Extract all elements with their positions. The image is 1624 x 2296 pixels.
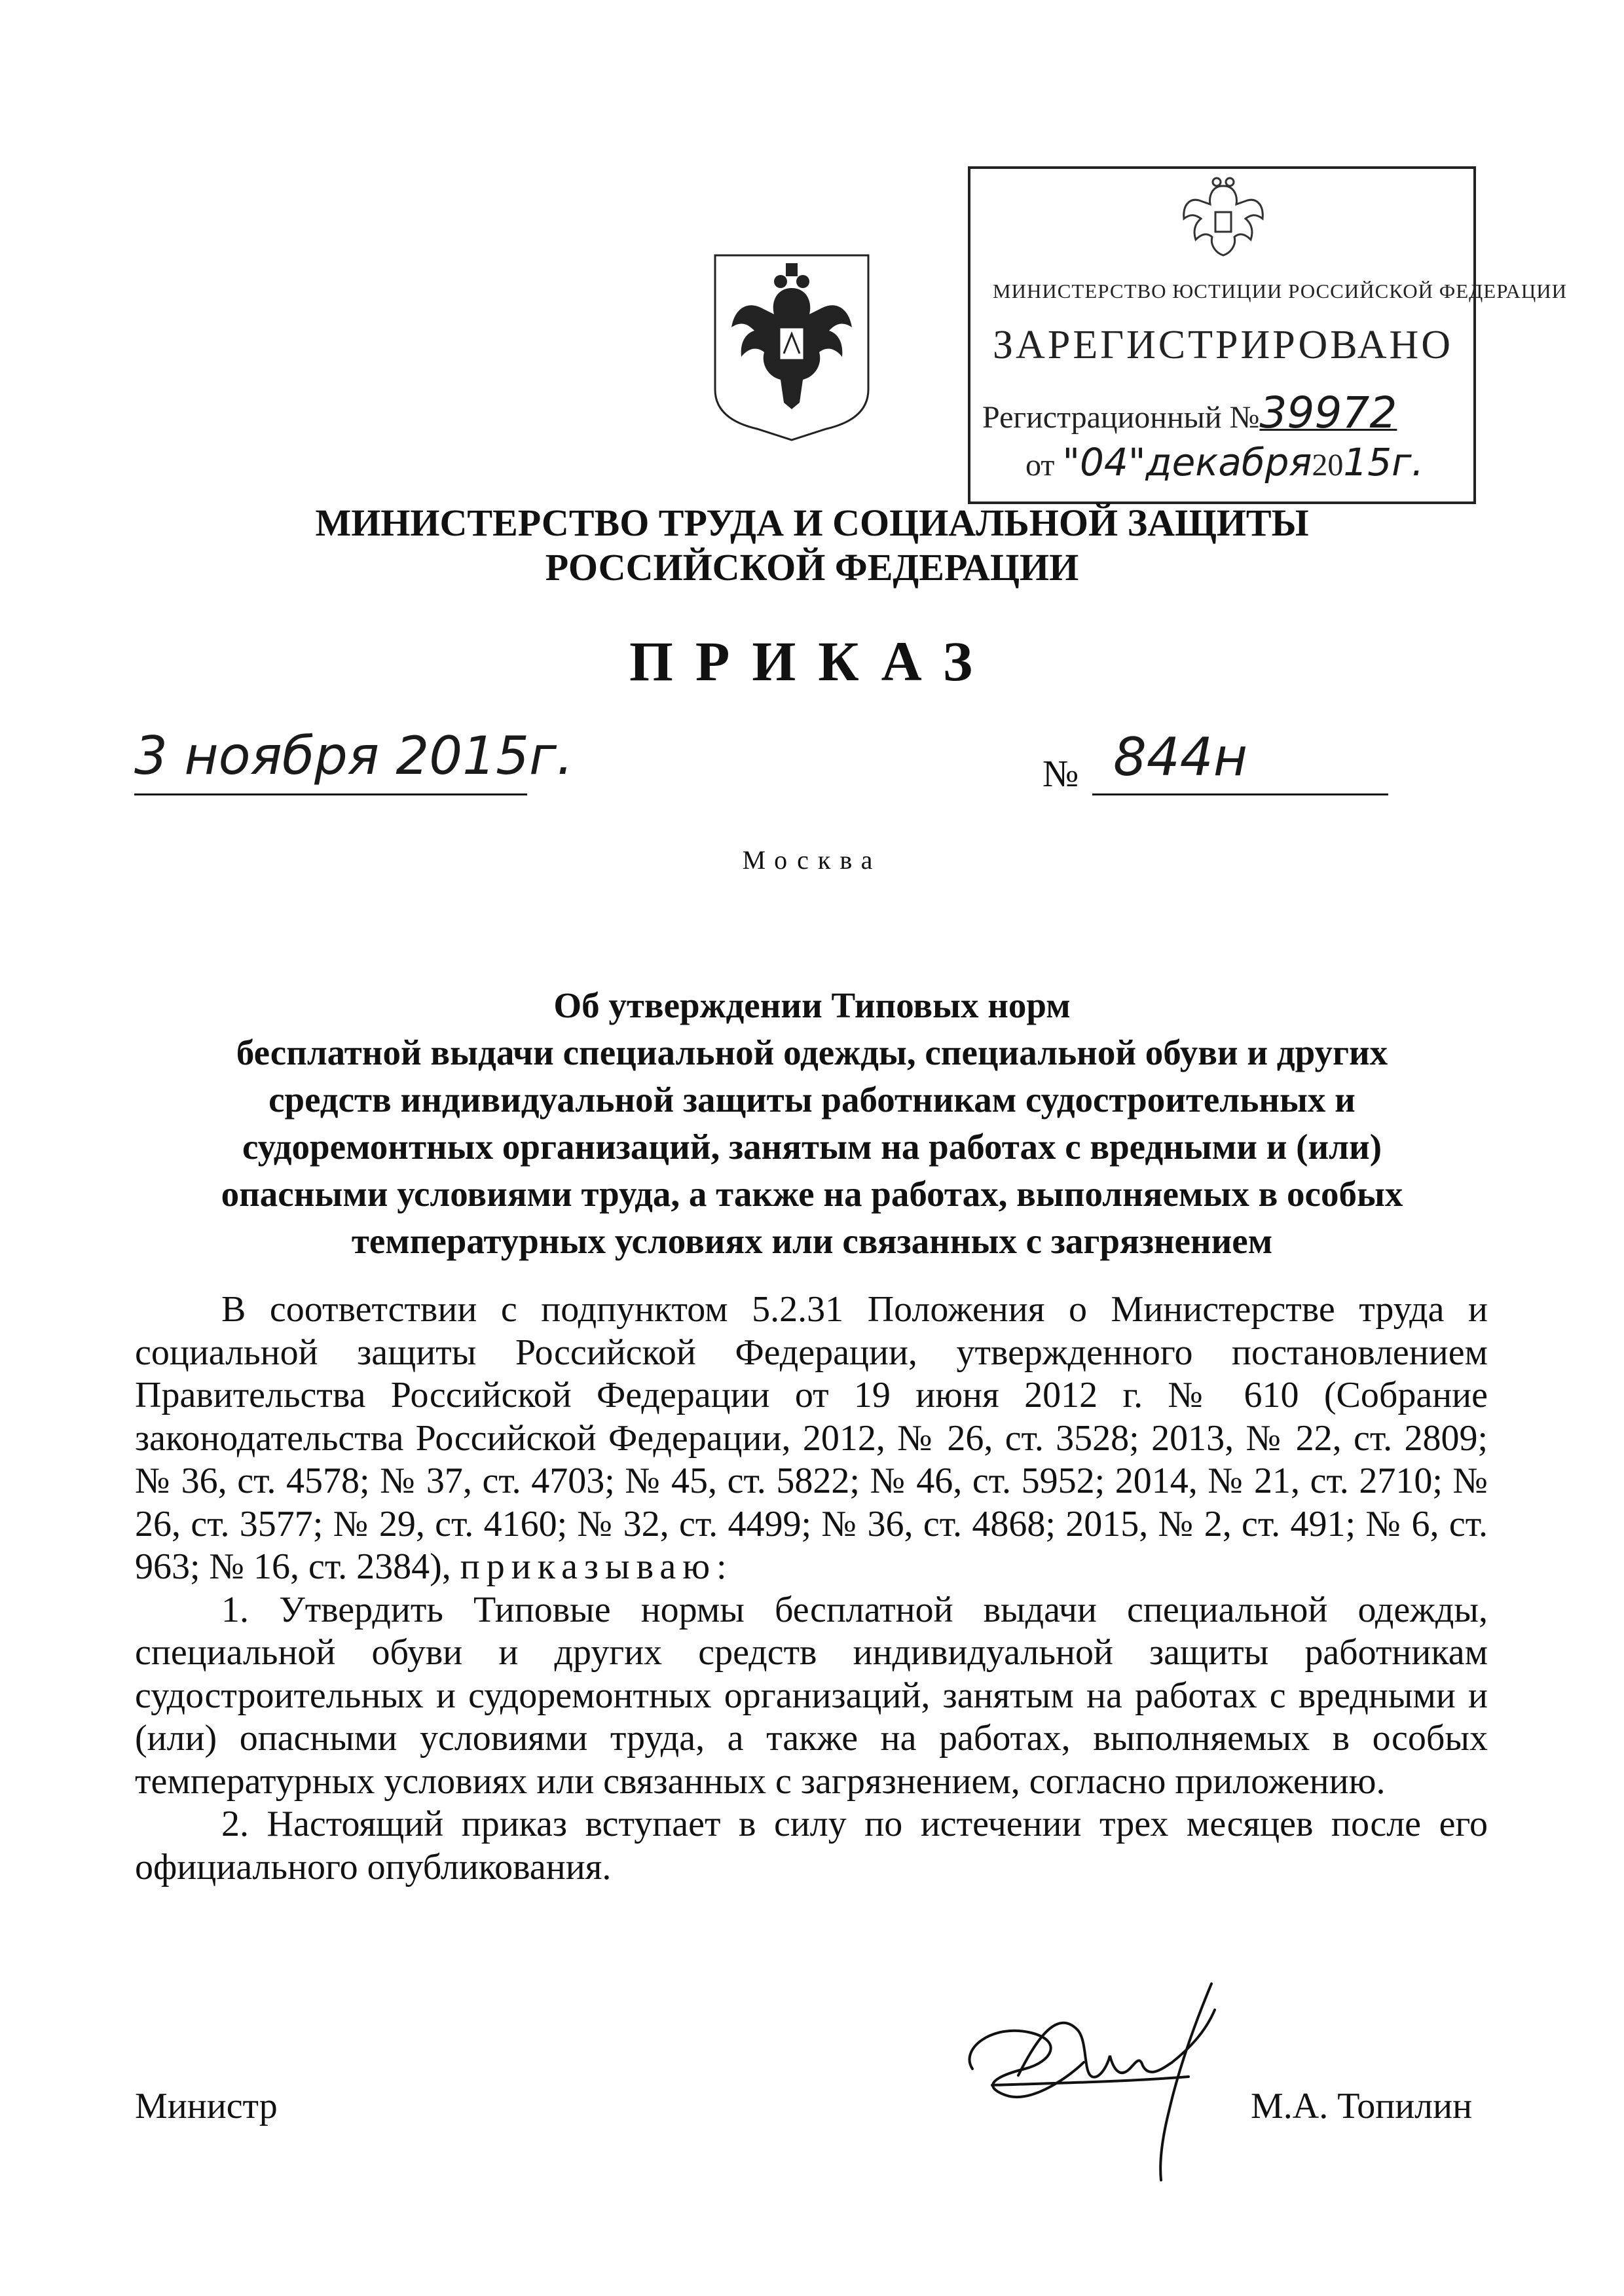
order-date-underline bbox=[134, 793, 527, 795]
stamp-date-year-suffix: 15г. bbox=[1343, 440, 1424, 484]
subject-line: средств индивидуальной защиты работникам судостроительных и bbox=[268, 1080, 1356, 1120]
preamble-text: В соответствии с подпунктом 5.2.31 Положения о Министерстве труда и социальной защиты Российской Федерации, утвержденного постановлением Правительства Российской Федерации от 19 июня 2012 г. № 610 (Собрание законодательства Российской Федерации, 2012, № 26, ст. 3528; 2013, № 22, ст. 2809; № 36, ст. 4578; № 37, ст. 4703; № 45, ст. 5822; № 46, ст. 5952; 2014, № 21, ст. 2710; № 26, ст. 3577; № 29, ст. 4160; № 32, ст. 4499; № 36, ст. 4868; 2015, № 2, ст. 491; № 6, ст. 963; № 16, ст. 2384), bbox=[135, 1289, 1488, 1587]
subject-line: бесплатной выдачи специальной одежды, специальной обуви и других bbox=[236, 1032, 1388, 1072]
order-date: 3 ноября 2015г. bbox=[134, 725, 574, 786]
handwritten-signature bbox=[953, 1971, 1228, 2187]
city-name: Москва bbox=[742, 845, 882, 875]
registration-stamp bbox=[967, 165, 1568, 505]
signer-name: М.А. Топилин bbox=[1251, 2086, 1473, 2126]
ministry-name-line2: РОССИЙСКОЙ ФЕДЕРАЦИИ bbox=[545, 546, 1079, 589]
stamp-registered-text: ЗАРЕГИСТРИРОВАНО bbox=[993, 323, 1454, 367]
stamp-date-prefix: от bbox=[1025, 448, 1055, 483]
order-number-underline bbox=[1092, 793, 1388, 795]
order-number: 844н bbox=[1113, 727, 1247, 788]
signer-position: Министр bbox=[135, 2086, 278, 2126]
order-subject bbox=[131, 982, 1493, 1265]
order-number-label: № bbox=[1043, 752, 1079, 795]
stamp-date-month: декабря bbox=[1145, 440, 1312, 484]
ministry-name-line1: МИНИСТЕРСТВО ТРУДА И СОЦИАЛЬНОЙ ЗАЩИТЫ bbox=[315, 501, 1309, 544]
coat-of-arms-emblem bbox=[709, 249, 875, 445]
order-item-2: 2. Настоящий приказ вступает в силу по истечении трех месяцев после его официального опубликования. bbox=[135, 1804, 1488, 1887]
subject-line: судоремонтных организаций, занятым на работах с вредными и (или) bbox=[242, 1127, 1382, 1167]
stamp-date-line bbox=[1025, 440, 1424, 484]
stamp-date-day: "04" bbox=[1062, 440, 1146, 484]
stamp-emblem-icon bbox=[1176, 173, 1271, 271]
stamp-registration-line bbox=[982, 388, 1397, 438]
stamp-ministry-text: МИНИСТЕРСТВО ЮСТИЦИИ РОССИЙСКОЙ ФЕДЕРАЦИИ bbox=[993, 280, 1568, 302]
order-body bbox=[135, 1288, 1488, 1889]
stamp-registration-label: Регистрационный № bbox=[982, 400, 1260, 435]
stamp-date-year-prefix: 20 bbox=[1312, 448, 1344, 483]
order-item-1: 1. Утвердить Типовые нормы бесплатной выдачи специальной одежды, специальной обуви и других средств индивидуальной защиты работникам судостроительных и судоремонтных организаций, занятым на работах с вредными и (или) опасными условиями труда, а также на работах, выполняемых в особых температурных условиях или связанных с загрязнением, согласно приложению. bbox=[135, 1589, 1488, 1802]
document-type-title: ПРИКАЗ bbox=[629, 630, 995, 693]
order-word: приказываю: bbox=[460, 1546, 733, 1587]
subject-line: опасными условиями труда, а также на работах, выполняемых в особых bbox=[221, 1174, 1403, 1214]
preamble-paragraph bbox=[135, 1288, 1488, 1589]
stamp-registration-number: 39972 bbox=[1259, 388, 1397, 438]
subject-line: температурных условиях или связанных с загрязнением bbox=[351, 1221, 1273, 1261]
subject-line: Об утверждении Типовых норм bbox=[553, 985, 1071, 1025]
